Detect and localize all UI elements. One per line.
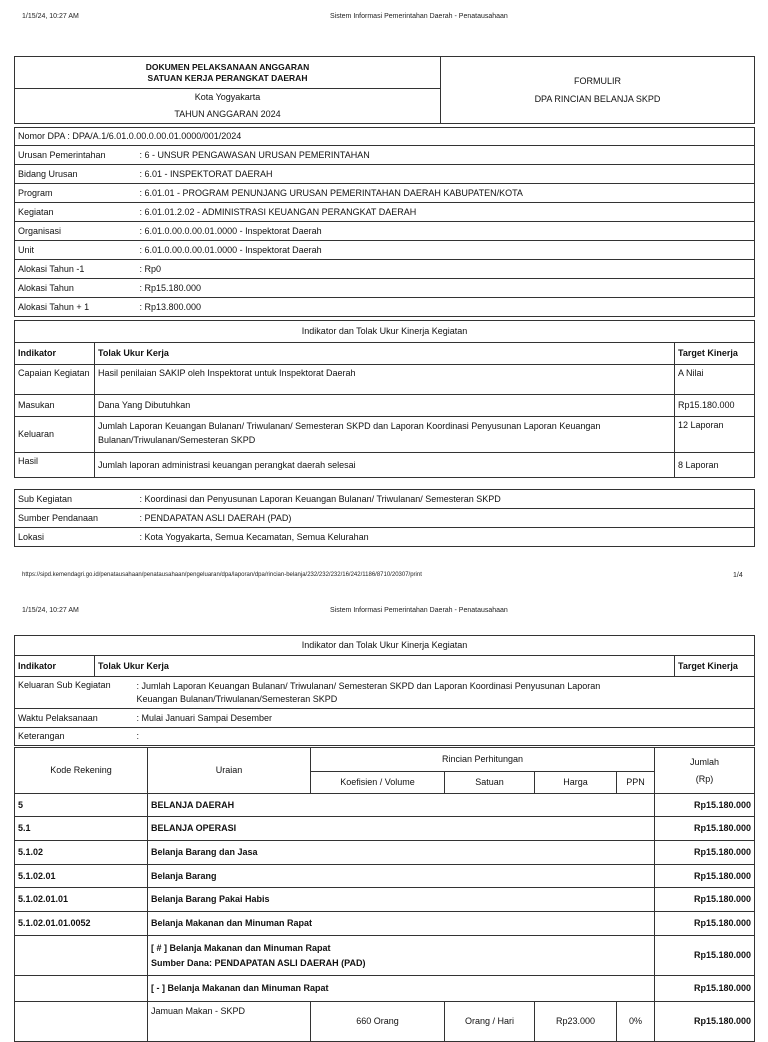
info-value: : 6.01.0.00.0.00.01.0000 - Inspektorat Daerah [137, 241, 755, 260]
doc-title-line-2: SATUAN KERJA PERANGKAT DAERAH [147, 72, 308, 83]
tolak-cell: Jumlah laporan administrasi keuangan perangkat daerah selesai [95, 453, 675, 478]
tolak-header: Tolak Ukur Kerja [95, 656, 675, 677]
info-label: Kegiatan [15, 203, 137, 222]
target-cell: 12 Laporan [675, 417, 755, 453]
print-site-title: Sistem Informasi Pemerintahan Daerah - Penatausahaan [330, 13, 508, 20]
jumlah-cell: Rp15.180.000 [655, 912, 755, 936]
sub-indikator-table [14, 635, 755, 746]
rincian-header: Rincian Perhitungan [311, 748, 655, 772]
info-label: Organisasi [15, 222, 137, 241]
indikator-table [14, 320, 755, 478]
info-value: : Rp0 [137, 260, 755, 279]
info-value: : 6.01.01.2.02 - ADMINISTRASI KEUANGAN PERANGKAT DAERAH [137, 203, 755, 222]
target-cell: A Nilai [675, 365, 755, 395]
table-row [15, 794, 755, 817]
sub-value: : PENDAPATAN ASLI DAERAH (PAD) [137, 509, 755, 528]
tolak-cell: Hasil penilaian SAKIP oleh Inspektorat untuk Inspektorat Daerah [95, 365, 675, 395]
table-row [15, 365, 755, 395]
city-name: Kota Yogyakarta [194, 92, 261, 103]
tolak-cell: Jumlah Laporan Keuangan Bulanan/ Triwulanan/ Semesteran SKPD dan Laporan Koordinasi Penyusunan Laporan Keuangan Bulanan/Triwulanan/Semesteran SKPD [95, 417, 675, 453]
sub-label: Lokasi [15, 528, 137, 547]
jumlah-header [655, 748, 755, 794]
kode-cell-empty [15, 976, 148, 1002]
indikator-header: Indikator [15, 343, 95, 365]
indikator-cell: Masukan [15, 395, 95, 417]
keluaran-sub-value: : Jumlah Laporan Keuangan Bulanan/ Triwulanan/ Semesteran SKPD dan Laporan Koordinasi Penyusunan Laporan Keuangan Bulanan/Triwulanan/Semesteran SKPD [137, 677, 755, 709]
city-year-cell [15, 89, 441, 124]
jumlah-cell: Rp15.180.000 [655, 865, 755, 888]
satuan-cell: Orang / Hari [445, 1002, 535, 1042]
tolak-header: Tolak Ukur Kerja [95, 343, 675, 365]
table-row [15, 976, 755, 1002]
sub-label: Sub Kegiatan [15, 490, 137, 509]
info-label: Alokasi Tahun [15, 279, 137, 298]
uraian-cell: Belanja Barang Pakai Habis [148, 888, 655, 912]
doc-title-cell [15, 57, 441, 89]
group-line-2: Sumber Dana: PENDAPATAN ASLI DAERAH (PAD) [151, 957, 366, 968]
kode-cell: 5.1.02.01 [15, 865, 148, 888]
tolak-cell: Dana Yang Dibutuhkan [95, 395, 675, 417]
group-uraian-cell [148, 936, 655, 976]
harga-cell: Rp23.000 [535, 1002, 617, 1042]
jumlah-unit: (Rp) [695, 773, 714, 784]
waktu-value: : Mulai Januari Sampai Desember [137, 709, 755, 728]
jumlah-cell: Rp15.180.000 [655, 976, 755, 1002]
kode-cell: 5 [15, 794, 148, 817]
uraian-cell: Belanja Makanan dan Minuman Rapat [148, 912, 655, 936]
keterangan-value: : [137, 728, 755, 746]
jumlah-cell: Rp15.180.000 [655, 1002, 755, 1042]
form-label: FORMULIR [574, 75, 621, 86]
uraian-cell: Belanja Barang [148, 865, 655, 888]
target-cell: Rp15.180.000 [675, 395, 755, 417]
group-line-1: [ # ] Belanja Makanan dan Minuman Rapat [151, 943, 331, 954]
info-label: Urusan Pemerintahan [15, 146, 137, 165]
table-row [15, 936, 755, 976]
info-value: : 6.01.0.00.0.00.01.0000 - Inspektorat Daerah [137, 222, 755, 241]
info-table [14, 127, 755, 317]
waktu-label: Waktu Pelaksanaan [15, 709, 137, 728]
info-value: : 6.01 - INSPEKTORAT DAERAH [137, 165, 755, 184]
sub-indikator-title: Indikator dan Tolak Ukur Kinerja Kegiatan [15, 636, 755, 656]
uraian-header: Uraian [148, 748, 311, 794]
sub-kegiatan-table [14, 489, 755, 547]
ppn-cell: 0% [617, 1002, 655, 1042]
info-value: : Rp13.800.000 [137, 298, 755, 317]
kode-cell-empty [15, 1002, 148, 1042]
keluaran-sub-label: Keluaran Sub Kegiatan [15, 677, 137, 709]
doc-header-table [14, 56, 755, 124]
table-row [15, 417, 755, 453]
info-value: : 6.01.01 - PROGRAM PENUNJANG URUSAN PEMERINTAHAN DAERAH KABUPATEN/KOTA [137, 184, 755, 203]
jumlah-cell: Rp15.180.000 [655, 817, 755, 841]
indikator-title: Indikator dan Tolak Ukur Kinerja Kegiatan [15, 321, 755, 343]
kode-cell: 5.1 [15, 817, 148, 841]
indikator-cell: Keluaran [15, 417, 95, 453]
sub-value: : Kota Yogyakarta, Semua Kecamatan, Semua Kelurahan [137, 528, 755, 547]
table-row [15, 1002, 755, 1042]
jumlah-label: Jumlah [689, 756, 719, 767]
form-name: DPA RINCIAN BELANJA SKPD [534, 93, 661, 104]
table-row [15, 865, 755, 888]
sub-label: Sumber Pendanaan [15, 509, 137, 528]
info-value: : 6 - UNSUR PENGAWASAN URUSAN PEMERINTAHAN [137, 146, 755, 165]
kode-cell: 5.1.02.01.01.0052 [15, 912, 148, 936]
target-cell: 8 Laporan [675, 453, 755, 478]
item-uraian-cell: Jamuan Makan - SKPD [148, 1002, 311, 1042]
jumlah-cell: Rp15.180.000 [655, 841, 755, 865]
jumlah-cell: Rp15.180.000 [655, 888, 755, 912]
info-value: : Rp15.180.000 [137, 279, 755, 298]
kode-rekening-header: Kode Rekening [15, 748, 148, 794]
kode-cell: 5.1.02.01.01 [15, 888, 148, 912]
info-label: Alokasi Tahun -1 [15, 260, 137, 279]
harga-header: Harga [535, 772, 617, 794]
indikator-cell: Capaian Kegiatan [15, 365, 95, 395]
indikator-cell: Hasil [15, 453, 95, 478]
kode-cell-empty [15, 936, 148, 976]
sub-value: : Koordinasi dan Penyusunan Laporan Keuangan Bulanan/ Triwulanan/ Semesteran SKPD [137, 490, 755, 509]
kode-cell: 5.1.02 [15, 841, 148, 865]
koefisien-cell: 660 Orang [311, 1002, 445, 1042]
uraian-cell: [ - ] Belanja Makanan dan Minuman Rapat [148, 976, 655, 1002]
jumlah-cell: Rp15.180.000 [655, 794, 755, 817]
table-row [15, 817, 755, 841]
target-header: Target Kinerja [675, 343, 755, 365]
ppn-header: PPN [617, 772, 655, 794]
page-number: 1/4 [733, 572, 743, 579]
table-row [15, 395, 755, 417]
print-timestamp: 1/15/24, 10:27 AM [22, 13, 79, 20]
keterangan-label: Keterangan [15, 728, 137, 746]
print-timestamp: 1/15/24, 10:27 AM [22, 607, 79, 614]
table-row [15, 841, 755, 865]
nomor-dpa: Nomor DPA : DPA/A.1/6.01.0.00.0.00.01.0000/001/2024 [15, 128, 755, 146]
target-header: Target Kinerja [675, 656, 755, 677]
koefisien-header: Koefisien / Volume [311, 772, 445, 794]
jumlah-cell: Rp15.180.000 [655, 936, 755, 976]
table-row [15, 888, 755, 912]
satuan-header: Satuan [445, 772, 535, 794]
table-row [15, 912, 755, 936]
print-site-title: Sistem Informasi Pemerintahan Daerah - Penatausahaan [330, 607, 508, 614]
info-label: Bidang Urusan [15, 165, 137, 184]
indikator-header: Indikator [15, 656, 95, 677]
rincian-table [14, 747, 755, 1042]
uraian-cell: Belanja Barang dan Jasa [148, 841, 655, 865]
uraian-cell: BELANJA OPERASI [148, 817, 655, 841]
table-row [15, 453, 755, 478]
info-label: Program [15, 184, 137, 203]
info-label: Unit [15, 241, 137, 260]
uraian-cell: BELANJA DAERAH [148, 794, 655, 817]
doc-title-line-1: DOKUMEN PELAKSANAAN ANGGARAN [145, 62, 310, 73]
print-url: https://sipd.kemendagri.go.id/penatausahaan/penatausahaan/pengeluaran/dpa/laporan/dpa/rincian-belanja/232/232/232/16/242/1186/8710/20307/print [22, 572, 422, 578]
form-cell [441, 57, 755, 124]
info-label: Alokasi Tahun + 1 [15, 298, 137, 317]
fiscal-year: TAHUN ANGGARAN 2024 [174, 109, 281, 119]
